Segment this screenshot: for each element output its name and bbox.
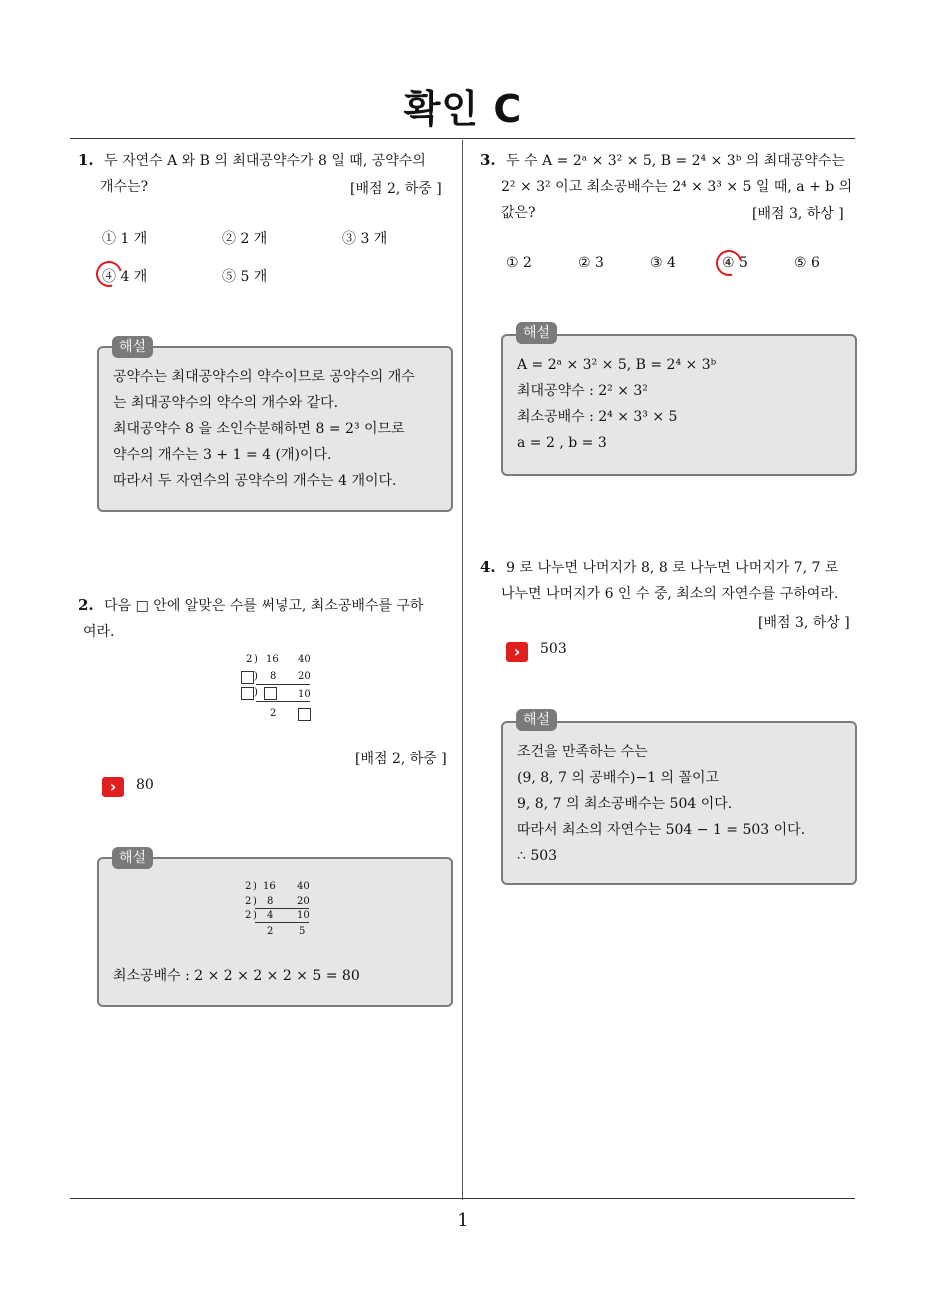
cell: 8 xyxy=(270,671,277,682)
explanation-line: 약수의 개수는 3 + 1 = 4 (개)이다. xyxy=(113,447,332,463)
question-text-line2: 여라. xyxy=(83,624,115,640)
blank-box[interactable] xyxy=(264,687,277,700)
explanation-line: 최대공약수 8 을 소인수분해하면 8 = 2³ 이므로 xyxy=(113,421,405,437)
divisor: 2 xyxy=(246,654,253,665)
choice-5[interactable]: ⑤ 6 xyxy=(794,255,820,271)
explanation-line: A = 2ᵃ × 3² × 5, B = 2⁴ × 3ᵇ xyxy=(517,357,717,373)
cell: 16 xyxy=(263,881,276,892)
question-number: 3. xyxy=(480,151,496,169)
cell: 20 xyxy=(298,671,311,682)
cell: 2 xyxy=(267,926,274,937)
blank-box[interactable] xyxy=(241,671,254,684)
explanation-line: 따라서 두 자연수의 공약수의 개수는 4 개이다. xyxy=(113,473,397,489)
bottom-rule xyxy=(70,1198,855,1199)
explanation-line: 최대공약수 : 2² × 3² xyxy=(517,383,648,399)
cell: 8 xyxy=(267,896,274,907)
explanation-line: 최소공배수 : 2⁴ × 3³ × 5 xyxy=(517,409,678,425)
choice-2[interactable]: ② 2 개 xyxy=(222,231,268,247)
cell: 2 xyxy=(270,708,277,719)
explanation-box xyxy=(97,346,453,512)
page-number: 1 xyxy=(457,1210,469,1231)
answer-arrow-icon: › xyxy=(506,642,528,662)
answer-value: 503 xyxy=(540,641,567,657)
question-4 xyxy=(480,554,860,607)
blank-box[interactable] xyxy=(298,708,311,721)
question-text-line2: 2² × 3² 이고 최소공배수는 2⁴ × 3³ × 5 일 때, a + b 의 xyxy=(501,179,853,195)
explanation-line: 는 최대공약수의 약수의 개수와 같다. xyxy=(113,395,339,411)
cell: 4 xyxy=(267,910,274,921)
blank-box[interactable] xyxy=(241,687,254,700)
top-rule xyxy=(70,138,855,139)
column-divider xyxy=(462,140,463,1200)
explanation-box xyxy=(501,334,857,476)
explanation-line: 최소공배수 : 2 × 2 × 2 × 2 × 5 = 80 xyxy=(113,968,360,984)
choice-1[interactable]: ① 2 xyxy=(506,255,532,271)
divisor: 2 xyxy=(245,910,252,921)
question-text-line1: 다음 □ 안에 알맞은 수를 써넣고, 최소공배수를 구하 xyxy=(104,598,424,614)
explanation-line: (9, 8, 7 의 공배수)−1 의 꼴이고 xyxy=(517,770,720,786)
cell: 20 xyxy=(297,896,310,907)
explanation-line: a = 2 , b = 3 xyxy=(517,435,607,451)
explanation-line: 9, 8, 7 의 최소공배수는 504 이다. xyxy=(517,796,733,812)
question-number: 1. xyxy=(78,151,94,169)
cell: 40 xyxy=(298,654,311,665)
selected-answer-mark xyxy=(91,256,127,292)
question-text-line2: 나누면 나머지가 6 인 수 중, 최소의 자연수를 구하여라. xyxy=(501,586,839,602)
explanation-tag: 해설 xyxy=(516,709,557,731)
question-text-line1: 두 수 A = 2ᵃ × 3² × 5, B = 2⁴ × 3ᵇ 의 최대공약수는 xyxy=(506,153,845,169)
score-label: [배점 3, 하상 ] xyxy=(752,206,844,222)
explanation-line: 따라서 최소의 자연수는 504 − 1 = 503 이다. xyxy=(517,822,806,838)
division-answer-diagram: 2 ) 16 40 2 ) 8 20 2 ) 4 10 2 5 xyxy=(245,881,310,937)
cell: 10 xyxy=(298,689,311,700)
cell: 40 xyxy=(297,881,310,892)
question-2 xyxy=(78,592,458,645)
divisor: 2 xyxy=(245,896,252,907)
division-diagram: 2 ) 16 40 ) 8 20 ) 10 2 xyxy=(240,654,320,726)
choice-3[interactable]: ③ 3 개 xyxy=(342,231,388,247)
choice-2[interactable]: ② 3 xyxy=(578,255,604,271)
explanation-tag: 해설 xyxy=(112,847,153,869)
answer-value: 80 xyxy=(136,777,154,793)
question-text-line3: 값은? xyxy=(501,205,536,221)
question-text-line1: 9 로 나누면 나머지가 8, 8 로 나누면 나머지가 7, 7 로 xyxy=(506,560,839,576)
page-title: 확인 C xyxy=(403,87,523,131)
choice-4[interactable]: ④ 5 xyxy=(722,255,748,271)
score-label: [배점 2, 하중 ] xyxy=(350,181,442,197)
explanation-line: 공약수는 최대공약수의 약수이므로 공약수의 개수 xyxy=(113,369,415,385)
choice-5[interactable]: ⑤ 5 개 xyxy=(222,269,268,285)
cell: 10 xyxy=(297,910,310,921)
score-label: [배점 3, 하상 ] xyxy=(758,615,850,631)
selected-answer-mark xyxy=(711,245,747,281)
explanation-box xyxy=(501,721,857,885)
choice-1[interactable]: ① 1 개 xyxy=(102,231,148,247)
cell: 5 xyxy=(299,926,306,937)
explanation-line: ∴ 503 xyxy=(517,848,558,864)
explanation-line: 조건을 만족하는 수는 xyxy=(517,744,648,760)
question-text-line1: 두 자연수 A 와 B 의 최대공약수가 8 일 때, 공약수의 xyxy=(104,153,426,169)
cell: 16 xyxy=(266,654,279,665)
explanation-tag: 해설 xyxy=(516,322,557,344)
divisor: 2 xyxy=(245,881,252,892)
choice-4[interactable]: ④ 4 개 xyxy=(102,269,148,285)
answer-arrow-icon: › xyxy=(102,777,124,797)
question-number: 4. xyxy=(480,558,496,576)
explanation-box xyxy=(97,857,453,1007)
question-text-line2: 개수는? xyxy=(100,179,149,195)
question-number: 2. xyxy=(78,596,94,614)
score-label: [배점 2, 하중 ] xyxy=(355,751,447,767)
explanation-tag: 해설 xyxy=(112,336,153,358)
choice-3[interactable]: ③ 4 xyxy=(650,255,676,271)
